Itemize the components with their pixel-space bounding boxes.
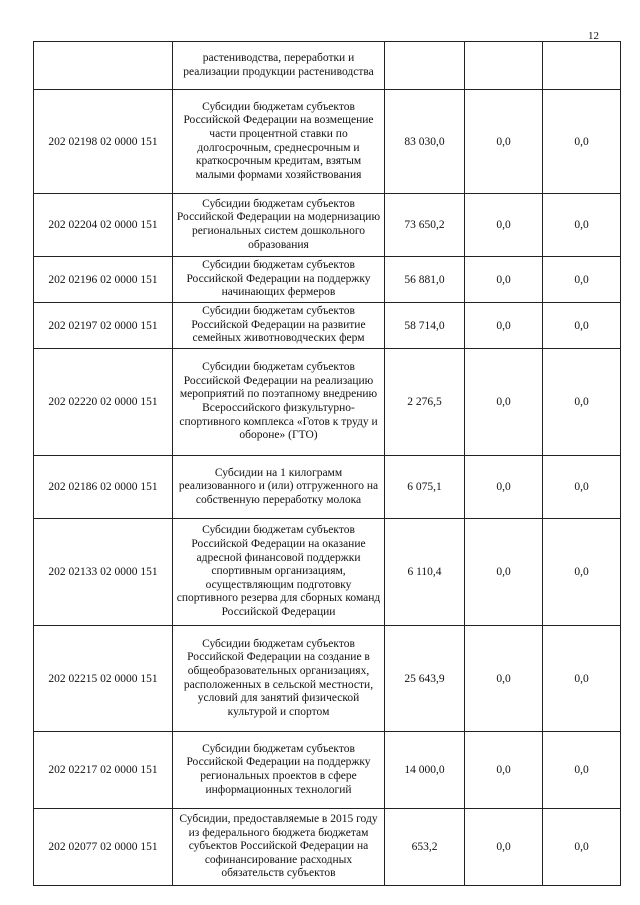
table-row [34, 456, 621, 519]
row-description: Субсидии бюджетам субъектов Российской Федерации на развитие семейных животноводческих ферм [173, 303, 385, 349]
row-description: Субсидии на 1 килограмм реализованного и (или) отгруженного на собственную переработку молока [173, 456, 385, 519]
row-description: Субсидии бюджетам субъектов Российской Федерации на поддержку региональных проектов в сфере информационных технологий [173, 732, 385, 809]
amount-value-2: 0,0 [465, 456, 543, 519]
amount-value-3: 0,0 [543, 257, 621, 303]
budget-code [34, 42, 173, 90]
amount-value-2: 0,0 [465, 349, 543, 456]
amount-value [385, 42, 465, 90]
amount-value: 25 643,9 [385, 626, 465, 732]
budget-code: 202 02133 02 0000 151 [34, 519, 173, 626]
amount-value-2: 0,0 [465, 194, 543, 257]
row-description: Субсидии бюджетам субъектов Российской Федерации на реализацию мероприятий по поэтапному внедрению Всероссийского физкультурно-спортивного комплекса «Готов к труду и обороне» (ГТО) [173, 349, 385, 456]
row-description: растениводства, переработки и реализации продукции растениводства [173, 42, 385, 90]
amount-value-2: 0,0 [465, 519, 543, 626]
amount-value-2: 0,0 [465, 626, 543, 732]
row-description: Субсидии бюджетам субъектов Российской Федерации на возмещение части процентной ставки по долгосрочным, среднесрочным и краткосрочным кредитам, взятым малыми формами хозяйствования [173, 90, 385, 194]
budget-code: 202 02197 02 0000 151 [34, 303, 173, 349]
amount-value-3: 0,0 [543, 626, 621, 732]
budget-table [33, 41, 621, 886]
amount-value-2 [465, 42, 543, 90]
amount-value: 653,2 [385, 809, 465, 886]
table-row [34, 42, 621, 90]
budget-code: 202 02198 02 0000 151 [34, 90, 173, 194]
amount-value: 56 881,0 [385, 257, 465, 303]
table-row [34, 303, 621, 349]
table-row [34, 809, 621, 886]
amount-value-2: 0,0 [465, 303, 543, 349]
amount-value: 14 000,0 [385, 732, 465, 809]
table-row [34, 732, 621, 809]
row-description: Субсидии бюджетам субъектов Российской Федерации на оказание адресной финансовой поддержки спортивным организациям, осуществляющим подготовку спортивного резерва для сборных команд Российской Федерации [173, 519, 385, 626]
amount-value: 6 075,1 [385, 456, 465, 519]
amount-value: 58 714,0 [385, 303, 465, 349]
row-description: Субсидии бюджетам субъектов Российской Федерации на поддержку начинающих фермеров [173, 257, 385, 303]
amount-value-3: 0,0 [543, 90, 621, 194]
amount-value-3: 0,0 [543, 732, 621, 809]
amount-value: 2 276,5 [385, 349, 465, 456]
amount-value-3: 0,0 [543, 194, 621, 257]
budget-code: 202 02220 02 0000 151 [34, 349, 173, 456]
amount-value-2: 0,0 [465, 732, 543, 809]
budget-code: 202 02196 02 0000 151 [34, 257, 173, 303]
budget-code: 202 02215 02 0000 151 [34, 626, 173, 732]
amount-value-3: 0,0 [543, 303, 621, 349]
table-row [34, 257, 621, 303]
amount-value-3: 0,0 [543, 519, 621, 626]
table-row [34, 519, 621, 626]
amount-value: 83 030,0 [385, 90, 465, 194]
amount-value-2: 0,0 [465, 90, 543, 194]
amount-value-2: 0,0 [465, 809, 543, 886]
page-number: 12 [588, 30, 599, 42]
budget-code: 202 02077 02 0000 151 [34, 809, 173, 886]
budget-code: 202 02186 02 0000 151 [34, 456, 173, 519]
budget-code: 202 02204 02 0000 151 [34, 194, 173, 257]
table-row [34, 90, 621, 194]
amount-value-3: 0,0 [543, 349, 621, 456]
table-row [34, 349, 621, 456]
budget-code: 202 02217 02 0000 151 [34, 732, 173, 809]
row-description: Субсидии, предоставляемые в 2015 году из федерального бюджета бюджетам субъектов Российской Федерации на софинансирование расходных обязательств субъектов [173, 809, 385, 886]
amount-value-3: 0,0 [543, 809, 621, 886]
amount-value: 73 650,2 [385, 194, 465, 257]
table-row [34, 194, 621, 257]
amount-value-3 [543, 42, 621, 90]
amount-value-3: 0,0 [543, 456, 621, 519]
table-row [34, 626, 621, 732]
amount-value: 6 110,4 [385, 519, 465, 626]
amount-value-2: 0,0 [465, 257, 543, 303]
row-description: Субсидии бюджетам субъектов Российской Федерации на модернизацию региональных систем дошкольного образования [173, 194, 385, 257]
row-description: Субсидии бюджетам субъектов Российской Федерации на создание в общеобразовательных организациях, расположенных в сельской местности, условий для занятий физической культурой и спортом [173, 626, 385, 732]
